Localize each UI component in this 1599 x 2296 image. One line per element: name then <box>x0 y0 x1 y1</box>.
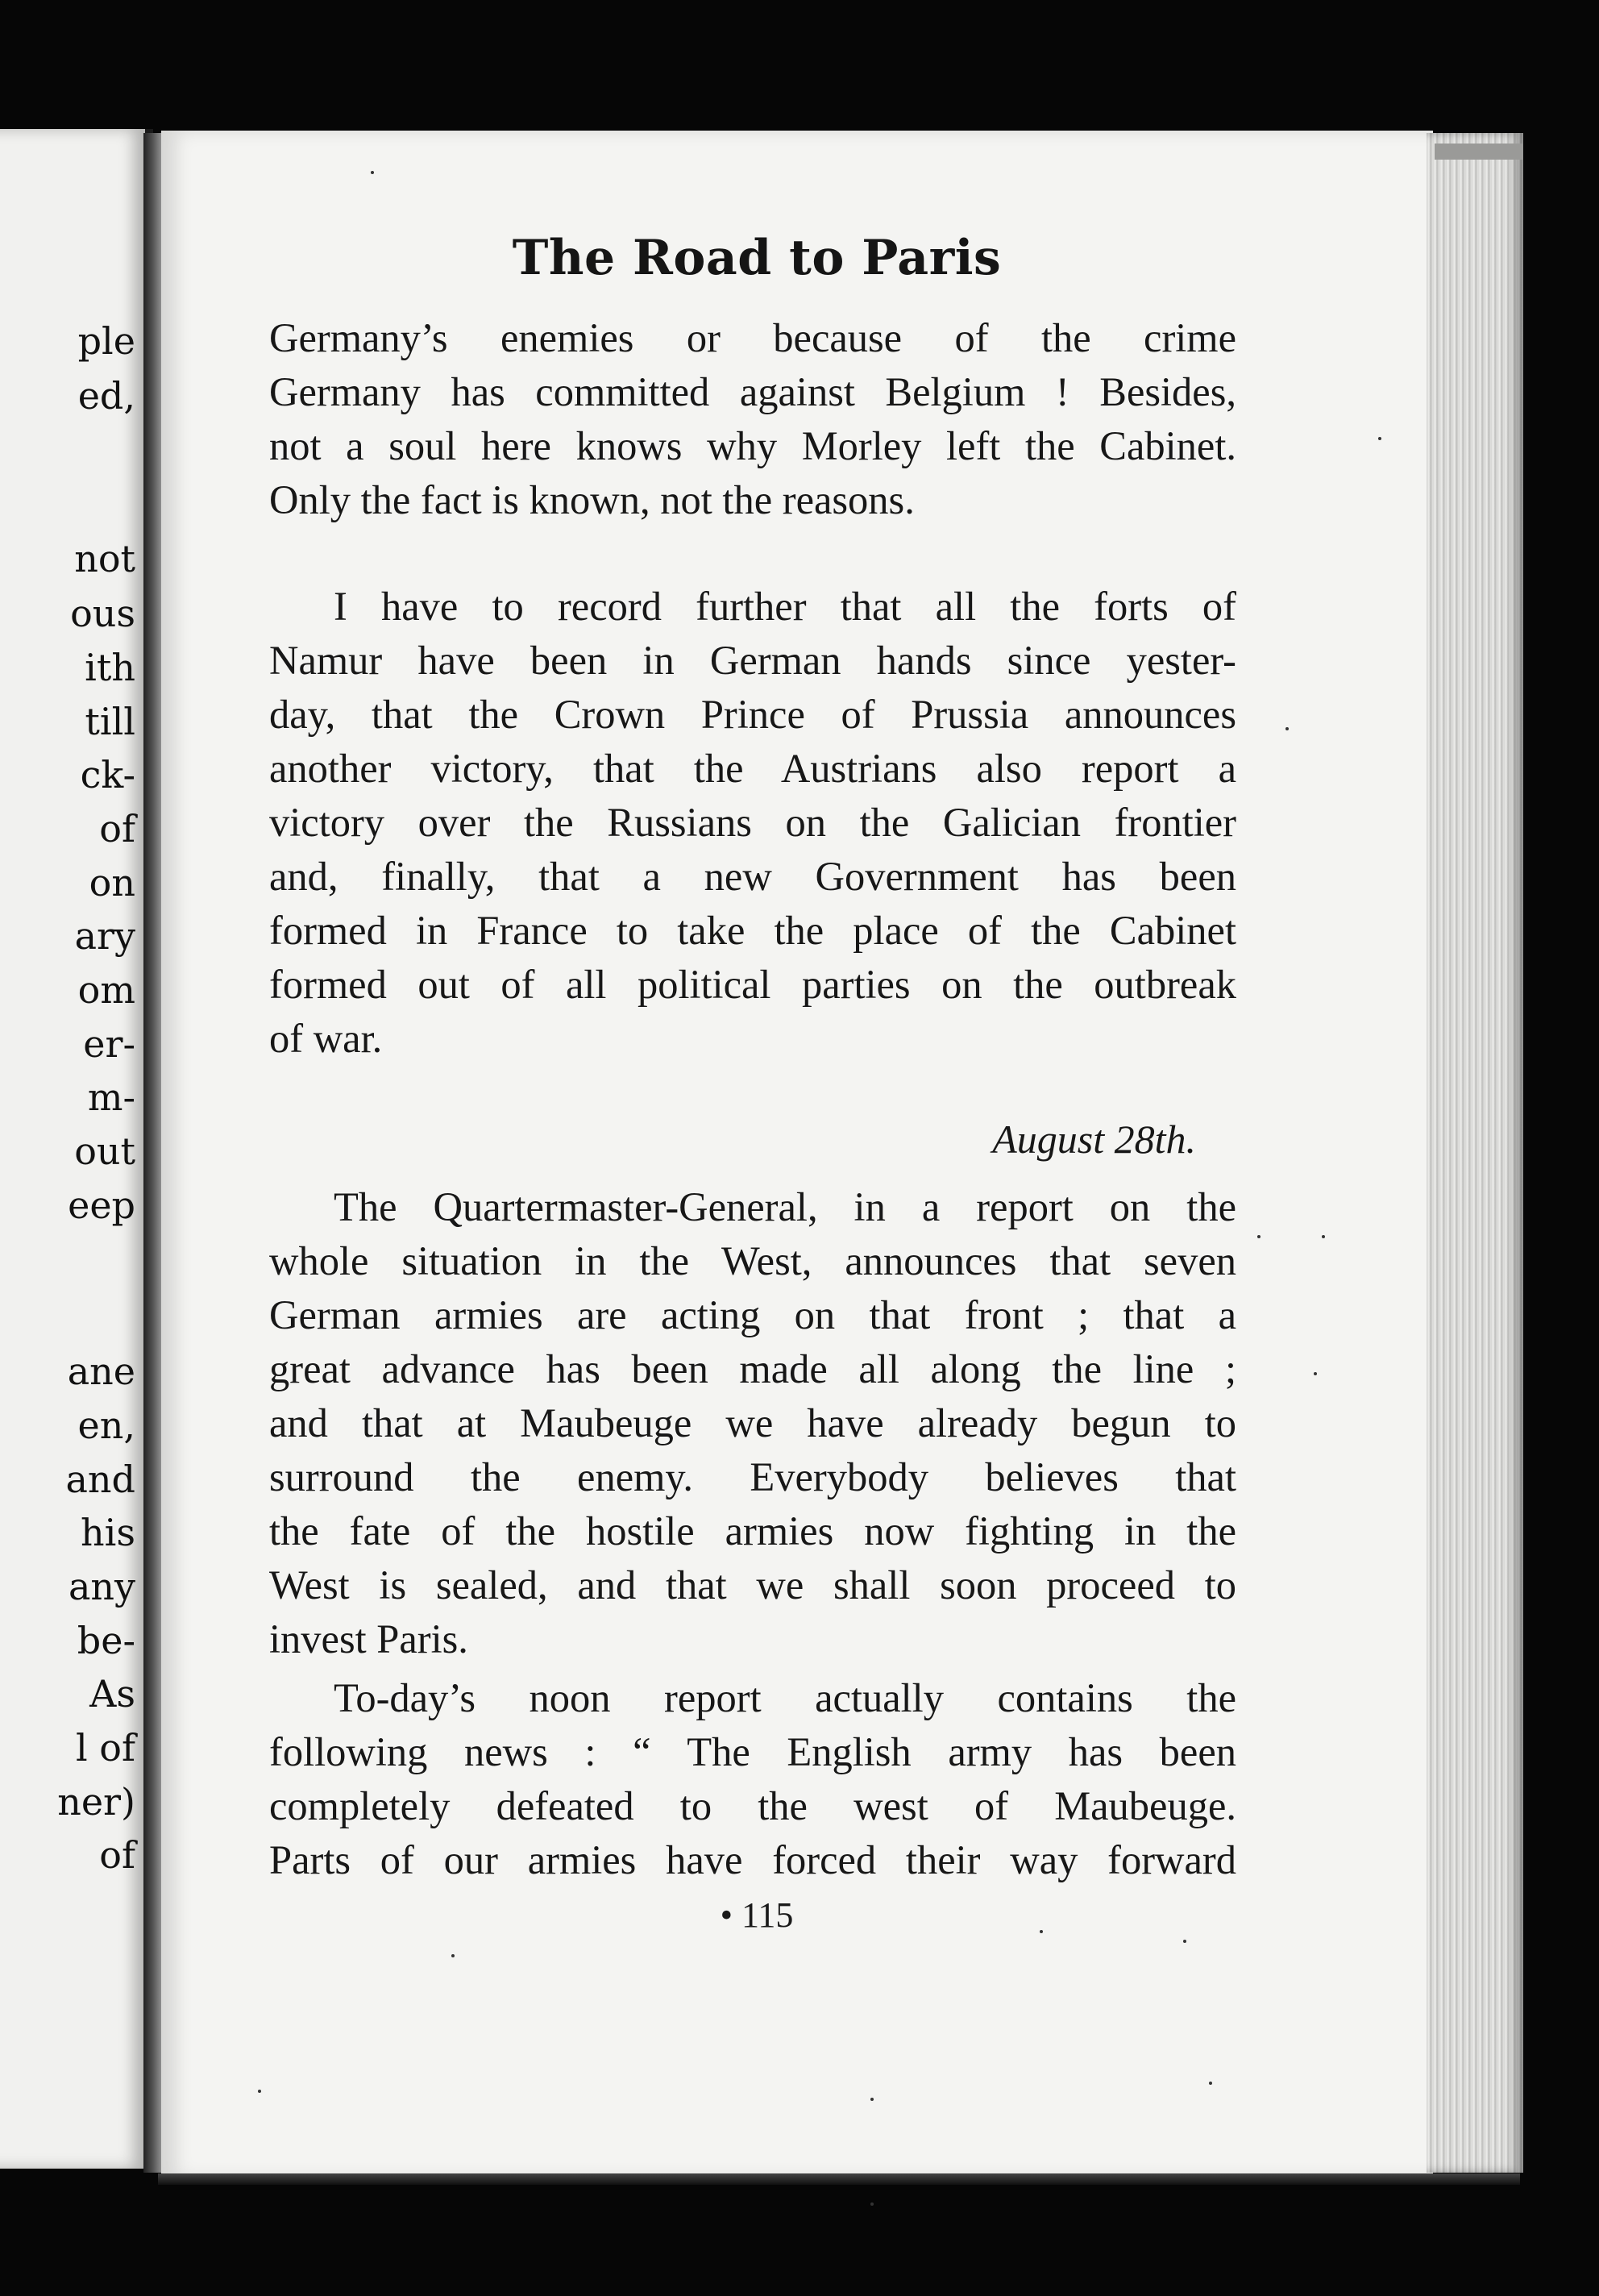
paragraph-2 <box>269 580 1236 1066</box>
left-fragment: en, <box>77 1404 135 1447</box>
left-fragment: m- <box>87 1075 135 1119</box>
left-fragment: ple <box>77 319 135 363</box>
left-fragment: any <box>68 1565 135 1608</box>
text-line: and that at Maubeuge we have already begun to <box>269 1400 1236 1445</box>
paragraph-1 <box>269 311 1236 527</box>
left-fragment: eep <box>68 1183 135 1227</box>
left-fragment: of <box>99 1833 135 1877</box>
left-fragment: ous <box>70 592 135 635</box>
dateline: August 28th. <box>992 1117 1196 1162</box>
folio-dot: • <box>720 1895 742 1935</box>
text-line: invest Paris. <box>269 1616 468 1662</box>
text-line: Only the fact is known, not the reasons. <box>269 477 915 522</box>
left-fragment: be- <box>77 1619 135 1662</box>
text-line: and, finally, that a new Government has been <box>269 854 1236 899</box>
left-fragment: l of <box>75 1726 135 1770</box>
text-line: Parts of our armies have forced their way forward <box>269 1837 1236 1882</box>
text-line: another victory, that the Austrians also report a <box>269 746 1236 791</box>
left-fragment: ary <box>74 914 135 958</box>
text-line: following news : “ The English army has been <box>269 1729 1236 1774</box>
left-fragment: ith <box>85 646 135 689</box>
text-line: whole situation in the West, announces that seven <box>269 1238 1236 1283</box>
running-head: The Road to Paris <box>512 230 1002 286</box>
left-fragment: ner) <box>57 1780 135 1824</box>
page-number-value: 115 <box>741 1895 794 1935</box>
text-line: West is sealed, and that we shall soon proceed to <box>269 1562 1236 1608</box>
left-fragment: not <box>74 537 135 580</box>
text-line: Germany’s enemies or because of the crime <box>269 315 1236 360</box>
text-line: of war. <box>269 1016 383 1061</box>
text-line: day, that the Crown Prince of Prussia announces <box>269 692 1236 737</box>
left-fragment: ane <box>67 1350 135 1393</box>
text-line: surround the enemy. Everybody believes that <box>269 1454 1236 1499</box>
text-line: I have to record further that all the forts of <box>334 584 1236 629</box>
text-line: completely defeated to the west of Maubeuge. <box>269 1783 1236 1828</box>
left-fragment: ck- <box>80 753 135 797</box>
left-fragment: As <box>89 1672 135 1716</box>
left-fragment: till <box>85 700 135 743</box>
left-fragment: om <box>77 968 135 1012</box>
left-fragment: out <box>74 1129 135 1173</box>
text-line: formed in France to take the place of the Cabinet <box>269 908 1236 953</box>
text-line: Germany has committed against Belgium ! Besides, <box>269 369 1236 414</box>
left-fragment: of <box>99 807 135 851</box>
page-edges <box>1427 133 1523 2173</box>
text-line: Namur have been in German hands since yester- <box>269 638 1236 683</box>
text-line: great advance has been made all along the line ; <box>269 1346 1236 1391</box>
text-line: To-day’s noon report actually contains the <box>334 1675 1236 1720</box>
page-number <box>161 1895 1352 1936</box>
text-line: The Quartermaster-General, in a report on the <box>334 1184 1236 1229</box>
text-line: victory over the Russians on the Galician frontier <box>269 800 1236 845</box>
left-fragment: and <box>65 1458 135 1501</box>
paragraph-4 <box>269 1671 1236 1887</box>
previous-page-edge <box>0 129 153 2169</box>
text-line: formed out of all political parties on the outbreak <box>269 962 1236 1007</box>
paragraph-3 <box>269 1180 1236 1666</box>
text-line: the fate of the hostile armies now fighting in the <box>269 1508 1236 1554</box>
left-fragment: on <box>89 861 135 905</box>
page-bottom-edge <box>158 2173 1520 2185</box>
left-fragment: ed, <box>77 374 135 418</box>
text-line: German armies are acting on that front ; that a <box>269 1292 1236 1337</box>
page-edges-top <box>1435 144 1523 160</box>
text-line: not a soul here knows why Morley left the Cabinet. <box>269 423 1236 468</box>
left-fragment: er- <box>83 1022 135 1066</box>
left-fragment: his <box>81 1511 135 1554</box>
